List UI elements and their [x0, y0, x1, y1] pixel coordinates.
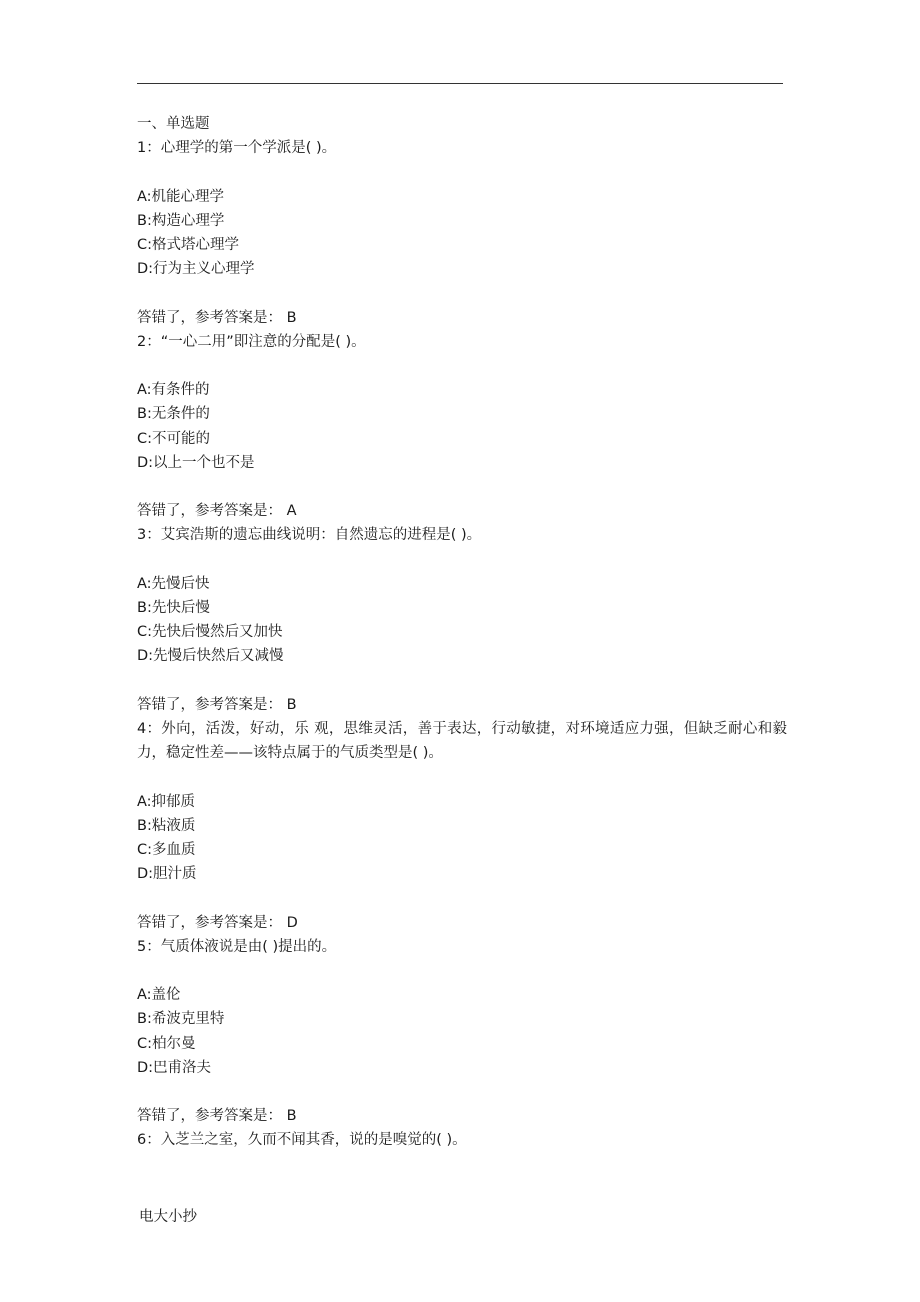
option-c: C:柏尔曼 [137, 1035, 196, 1052]
spacer [137, 959, 787, 983]
page-footer: 电大小抄 [139, 1209, 197, 1225]
option-a: A:先慢后快 [137, 575, 210, 592]
spacer [137, 160, 787, 184]
question-stem: 3：艾宾浩斯的遗忘曲线说明：自然遗忘的进程是( )。 [137, 527, 482, 544]
spacer [137, 1080, 787, 1104]
question-stem: 2：“一心二用”即注意的分配是( )。 [137, 333, 366, 350]
answer-feedback: 答错了，参考答案是： A [137, 503, 297, 520]
option-a: A:有条件的 [137, 382, 210, 399]
option-b: B:粘液质 [137, 817, 196, 834]
question-stem: 5：气质体液说是由( )提出的。 [137, 938, 337, 955]
answer-feedback: 答错了，参考答案是： B [137, 309, 297, 326]
option-c: C:不可能的 [137, 430, 211, 447]
spacer [137, 765, 787, 789]
option-b: B:先快后慢 [137, 599, 210, 616]
spacer [137, 669, 787, 693]
spacer [137, 281, 787, 305]
option-a: A:盖伦 [137, 987, 181, 1004]
spacer [137, 475, 787, 499]
option-a: A:抑郁质 [137, 793, 196, 810]
option-b: B:无条件的 [137, 406, 210, 423]
answer-feedback: 答错了，参考答案是： B [137, 696, 297, 713]
question-stem: 4：外向，活泼，好动，乐 观，思维灵活，善于表达，行动敏捷，对环境适应力强，但缺乏耐心和毅力，稳定性差——该特点属于的气质类型是( )。 [137, 720, 787, 762]
option-d: D:先慢后快然后又减慢 [137, 648, 284, 665]
answer-feedback: 答错了，参考答案是： B [137, 1108, 297, 1125]
spacer [137, 354, 787, 378]
question-stem: 6：入芝兰之室，久而不闻其香，说的是嗅觉的( )。 [137, 1132, 467, 1149]
option-c: C:先快后慢然后又加快 [137, 624, 283, 641]
option-d: D:行为主义心理学 [137, 261, 255, 278]
option-b: B:希波克里特 [137, 1011, 225, 1028]
header-rule [137, 83, 783, 84]
section-title: 一、单选题 [137, 116, 210, 132]
option-d: D:巴甫洛夫 [137, 1059, 212, 1076]
option-c: C:格式塔心理学 [137, 237, 240, 253]
question-stem: 1：心理学的第一个学派是( )。 [137, 140, 337, 157]
spacer [137, 886, 787, 910]
option-b: B:构造心理学 [137, 212, 225, 229]
document-body [137, 112, 787, 1153]
option-a: A:机能心理学 [137, 188, 225, 205]
spacer [137, 548, 787, 572]
answer-feedback: 答错了，参考答案是： D [137, 914, 298, 931]
option-c: C:多血质 [137, 841, 196, 858]
option-d: D:以上一个也不是 [137, 454, 255, 471]
option-d: D:胆汁质 [137, 866, 197, 883]
